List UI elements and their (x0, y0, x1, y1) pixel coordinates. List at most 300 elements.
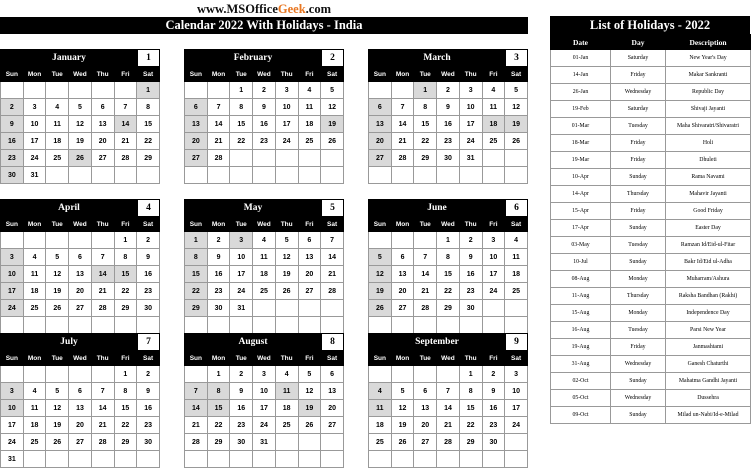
day-cell[interactable]: 17 (230, 266, 253, 283)
day-cell[interactable]: 10 (253, 383, 276, 400)
day-cell[interactable]: 23 (1, 150, 24, 167)
day-cell[interactable]: 24 (230, 283, 253, 300)
day-cell[interactable]: 1 (137, 82, 160, 99)
day-cell[interactable]: 13 (369, 116, 392, 133)
day-cell[interactable]: 14 (91, 400, 114, 417)
day-cell[interactable]: 5 (505, 82, 528, 99)
day-cell[interactable]: 12 (46, 266, 69, 283)
weekday-header: Mon (391, 218, 414, 232)
day-cell[interactable]: 10 (275, 99, 298, 116)
day-cell[interactable]: 22 (437, 283, 460, 300)
day-cell[interactable]: 7 (91, 249, 114, 266)
day-cell[interactable]: 12 (275, 249, 298, 266)
day-cell[interactable]: 3 (1, 249, 24, 266)
day-cell[interactable]: 16 (207, 266, 230, 283)
day-cell[interactable]: 20 (369, 133, 392, 150)
holiday-row (551, 237, 751, 254)
day-cell[interactable]: 14 (114, 116, 137, 133)
day-cell[interactable]: 28 (414, 300, 437, 317)
day-cell[interactable]: 22 (414, 133, 437, 150)
day-cell[interactable]: 14 (414, 266, 437, 283)
day-cell[interactable]: 7 (114, 99, 137, 116)
day-cell[interactable]: 3 (482, 232, 505, 249)
holiday-date: 01-Jan (551, 50, 611, 67)
weekday-header: Wed (437, 68, 460, 82)
day-cell[interactable]: 5 (69, 99, 92, 116)
day-cell[interactable]: 20 (185, 133, 208, 150)
day-cell[interactable]: 30 (137, 300, 160, 317)
day-cell[interactable]: 8 (114, 383, 137, 400)
day-cell[interactable]: 15 (207, 400, 230, 417)
day-cell[interactable]: 6 (391, 249, 414, 266)
weekday-header: Sun (1, 352, 24, 366)
day-cell[interactable]: 17 (482, 266, 505, 283)
day-cell[interactable]: 11 (505, 249, 528, 266)
day-cell[interactable]: 11 (298, 99, 321, 116)
day-cell[interactable]: 11 (275, 383, 298, 400)
day-cell[interactable]: 9 (137, 249, 160, 266)
day-cell[interactable]: 11 (369, 400, 392, 417)
day-cell[interactable]: 18 (298, 116, 321, 133)
day-cell[interactable]: 2 (137, 232, 160, 249)
holiday-date: 17-Apr (551, 220, 611, 237)
day-cell[interactable]: 29 (414, 150, 437, 167)
day-cell[interactable]: 7 (91, 383, 114, 400)
day-cell[interactable]: 29 (185, 300, 208, 317)
day-cell[interactable]: 5 (369, 249, 392, 266)
day-cell[interactable]: 2 (137, 366, 160, 383)
day-cell[interactable]: 16 (482, 400, 505, 417)
day-cell[interactable]: 31 (1, 451, 24, 468)
day-cell[interactable]: 10 (23, 116, 46, 133)
day-cell[interactable]: 1 (185, 232, 208, 249)
day-cell[interactable]: 22 (207, 417, 230, 434)
day-cell[interactable]: 28 (114, 150, 137, 167)
holiday-row (551, 118, 751, 135)
day-cell[interactable]: 7 (414, 249, 437, 266)
day-cell[interactable]: 21 (91, 283, 114, 300)
day-cell[interactable]: 11 (46, 116, 69, 133)
day-cell[interactable]: 30 (482, 434, 505, 451)
empty-cell (253, 451, 276, 468)
day-cell[interactable]: 2 (459, 232, 482, 249)
day-cell[interactable]: 3 (23, 99, 46, 116)
day-cell[interactable]: 9 (459, 249, 482, 266)
day-cell[interactable]: 10 (459, 99, 482, 116)
day-cell[interactable]: 20 (69, 283, 92, 300)
day-cell[interactable]: 2 (1, 99, 24, 116)
day-cell[interactable]: 12 (69, 116, 92, 133)
day-cell[interactable]: 16 (137, 400, 160, 417)
day-cell[interactable]: 13 (91, 116, 114, 133)
day-cell[interactable]: 6 (91, 99, 114, 116)
day-cell[interactable]: 28 (91, 434, 114, 451)
weekday-header: Wed (69, 218, 92, 232)
day-cell[interactable]: 16 (459, 266, 482, 283)
day-cell[interactable]: 14 (207, 116, 230, 133)
day-cell[interactable]: 24 (1, 300, 24, 317)
day-cell[interactable]: 8 (185, 249, 208, 266)
day-cell[interactable]: 12 (391, 400, 414, 417)
day-cell[interactable]: 1 (437, 232, 460, 249)
day-cell[interactable]: 2 (482, 366, 505, 383)
day-cell[interactable]: 24 (1, 434, 24, 451)
day-cell[interactable]: 20 (91, 133, 114, 150)
day-cell[interactable]: 22 (114, 283, 137, 300)
day-cell[interactable]: 21 (414, 283, 437, 300)
day-cell[interactable]: 31 (253, 434, 276, 451)
day-cell[interactable]: 23 (437, 133, 460, 150)
day-cell[interactable]: 27 (298, 283, 321, 300)
month-table (184, 67, 344, 184)
day-cell[interactable]: 4 (275, 366, 298, 383)
day-cell[interactable]: 4 (23, 249, 46, 266)
day-cell[interactable]: 17 (23, 133, 46, 150)
day-cell[interactable]: 19 (505, 116, 528, 133)
day-cell[interactable]: 4 (482, 82, 505, 99)
day-cell[interactable]: 28 (321, 283, 344, 300)
empty-cell (391, 167, 414, 184)
day-cell[interactable]: 15 (185, 266, 208, 283)
day-cell[interactable]: 17 (1, 283, 24, 300)
day-cell[interactable]: 17 (275, 116, 298, 133)
day-cell[interactable]: 12 (46, 400, 69, 417)
day-cell[interactable]: 1 (207, 366, 230, 383)
day-cell[interactable]: 18 (482, 116, 505, 133)
day-cell[interactable]: 4 (505, 232, 528, 249)
day-cell[interactable]: 9 (482, 383, 505, 400)
day-cell[interactable]: 12 (505, 99, 528, 116)
day-cell[interactable]: 21 (185, 417, 208, 434)
day-cell[interactable]: 15 (114, 400, 137, 417)
day-cell[interactable]: 1 (414, 82, 437, 99)
day-cell[interactable]: 12 (369, 266, 392, 283)
day-cell[interactable]: 2 (253, 82, 276, 99)
site-url[interactable] (0, 1, 528, 17)
day-cell[interactable]: 8 (207, 383, 230, 400)
day-cell[interactable]: 5 (46, 249, 69, 266)
day-cell[interactable]: 12 (321, 99, 344, 116)
day-cell[interactable]: 31 (230, 300, 253, 317)
day-cell[interactable]: 1 (114, 232, 137, 249)
day-cell[interactable]: 11 (23, 400, 46, 417)
empty-cell (505, 150, 528, 167)
day-cell[interactable]: 3 (505, 366, 528, 383)
day-cell[interactable]: 11 (482, 99, 505, 116)
day-cell[interactable]: 9 (437, 99, 460, 116)
day-cell[interactable]: 13 (391, 266, 414, 283)
day-cell[interactable]: 3 (1, 383, 24, 400)
day-cell[interactable]: 23 (482, 417, 505, 434)
day-cell[interactable]: 9 (207, 249, 230, 266)
day-cell[interactable]: 21 (114, 133, 137, 150)
day-cell[interactable]: 28 (437, 434, 460, 451)
day-cell[interactable]: 18 (23, 417, 46, 434)
day-cell[interactable]: 19 (321, 116, 344, 133)
day-cell[interactable]: 5 (391, 383, 414, 400)
day-cell[interactable]: 8 (230, 99, 253, 116)
day-cell[interactable]: 29 (137, 150, 160, 167)
day-cell[interactable]: 15 (437, 266, 460, 283)
day-cell[interactable]: 24 (459, 133, 482, 150)
day-cell[interactable]: 14 (321, 249, 344, 266)
day-cell[interactable]: 8 (459, 383, 482, 400)
day-cell[interactable]: 6 (369, 99, 392, 116)
day-cell[interactable]: 7 (185, 383, 208, 400)
day-cell[interactable]: 6 (69, 249, 92, 266)
day-cell[interactable]: 21 (391, 133, 414, 150)
day-cell[interactable]: 16 (137, 266, 160, 283)
day-cell[interactable]: 28 (185, 434, 208, 451)
day-cell[interactable]: 24 (505, 417, 528, 434)
day-cell[interactable]: 29 (114, 300, 137, 317)
week-row (369, 82, 528, 99)
day-cell[interactable]: 26 (298, 417, 321, 434)
day-cell[interactable]: 23 (137, 283, 160, 300)
day-cell[interactable]: 16 (1, 133, 24, 150)
day-cell[interactable]: 26 (46, 434, 69, 451)
empty-cell (482, 451, 505, 468)
day-cell[interactable]: 25 (369, 434, 392, 451)
day-cell[interactable]: 7 (391, 99, 414, 116)
day-cell[interactable]: 25 (23, 300, 46, 317)
day-cell[interactable]: 24 (275, 133, 298, 150)
day-cell[interactable]: 20 (391, 283, 414, 300)
day-cell[interactable]: 3 (459, 82, 482, 99)
day-cell[interactable]: 26 (69, 150, 92, 167)
weekday-header: Fri (114, 218, 137, 232)
day-cell[interactable]: 10 (230, 249, 253, 266)
day-cell[interactable]: 30 (207, 300, 230, 317)
day-cell[interactable]: 19 (275, 266, 298, 283)
day-cell[interactable]: 23 (253, 133, 276, 150)
day-cell[interactable]: 30 (137, 434, 160, 451)
day-cell[interactable]: 2 (207, 232, 230, 249)
day-cell[interactable]: 10 (1, 400, 24, 417)
day-cell[interactable]: 16 (253, 116, 276, 133)
day-cell[interactable]: 12 (298, 383, 321, 400)
day-cell[interactable]: 23 (459, 283, 482, 300)
day-cell[interactable]: 19 (391, 417, 414, 434)
day-cell[interactable]: 26 (369, 300, 392, 317)
day-cell[interactable]: 27 (91, 150, 114, 167)
day-cell[interactable]: 2 (230, 366, 253, 383)
day-cell[interactable]: 29 (437, 300, 460, 317)
day-cell[interactable]: 20 (321, 400, 344, 417)
empty-cell (505, 300, 528, 317)
day-cell[interactable]: 19 (69, 133, 92, 150)
day-cell[interactable]: 30 (437, 150, 460, 167)
day-cell[interactable]: 1 (114, 366, 137, 383)
day-cell[interactable]: 13 (321, 383, 344, 400)
day-cell[interactable]: 24 (23, 150, 46, 167)
day-cell[interactable]: 8 (114, 249, 137, 266)
day-cell[interactable]: 19 (298, 400, 321, 417)
day-cell[interactable]: 5 (298, 366, 321, 383)
day-cell[interactable]: 2 (437, 82, 460, 99)
day-cell[interactable]: 18 (275, 400, 298, 417)
day-cell[interactable]: 27 (69, 434, 92, 451)
day-cell[interactable]: 20 (414, 417, 437, 434)
day-cell[interactable]: 14 (185, 400, 208, 417)
day-cell[interactable]: 26 (505, 133, 528, 150)
day-cell[interactable]: 27 (391, 300, 414, 317)
day-cell[interactable]: 15 (414, 116, 437, 133)
day-cell[interactable]: 15 (230, 116, 253, 133)
day-cell[interactable]: 6 (69, 383, 92, 400)
day-cell[interactable]: 29 (459, 434, 482, 451)
empty-cell (230, 150, 253, 167)
day-cell[interactable]: 16 (230, 400, 253, 417)
day-cell[interactable]: 29 (114, 434, 137, 451)
day-cell[interactable]: 30 (230, 434, 253, 451)
day-cell[interactable]: 29 (207, 434, 230, 451)
day-cell[interactable]: 18 (369, 417, 392, 434)
day-cell[interactable]: 21 (91, 417, 114, 434)
day-cell[interactable]: 22 (230, 133, 253, 150)
day-cell[interactable]: 27 (369, 150, 392, 167)
day-cell[interactable]: 20 (298, 266, 321, 283)
day-cell[interactable]: 17 (1, 417, 24, 434)
day-cell[interactable]: 25 (253, 283, 276, 300)
day-cell[interactable]: 26 (275, 283, 298, 300)
holiday-row (551, 373, 751, 390)
day-cell[interactable]: 13 (69, 266, 92, 283)
day-cell[interactable]: 3 (230, 232, 253, 249)
day-cell[interactable]: 31 (23, 167, 46, 184)
day-cell[interactable]: 23 (137, 417, 160, 434)
day-cell[interactable]: 27 (69, 300, 92, 317)
day-cell[interactable]: 17 (459, 116, 482, 133)
day-cell[interactable]: 5 (46, 383, 69, 400)
day-cell[interactable]: 25 (298, 133, 321, 150)
day-cell[interactable]: 25 (482, 133, 505, 150)
day-cell[interactable]: 8 (137, 99, 160, 116)
day-cell[interactable]: 9 (253, 99, 276, 116)
day-cell[interactable]: 26 (391, 434, 414, 451)
day-cell[interactable]: 23 (207, 283, 230, 300)
day-cell[interactable]: 18 (23, 283, 46, 300)
day-cell[interactable]: 30 (1, 167, 24, 184)
day-cell[interactable]: 21 (321, 266, 344, 283)
day-cell[interactable]: 18 (46, 133, 69, 150)
day-cell[interactable]: 15 (114, 266, 137, 283)
day-cell[interactable]: 10 (505, 383, 528, 400)
day-cell[interactable]: 15 (137, 116, 160, 133)
holiday-description: Parsi New Year (666, 322, 751, 339)
day-cell[interactable]: 27 (185, 150, 208, 167)
day-cell[interactable]: 25 (46, 150, 69, 167)
day-cell[interactable]: 22 (114, 417, 137, 434)
day-cell[interactable]: 6 (298, 232, 321, 249)
holiday-date: 31-Aug (551, 356, 611, 373)
day-cell[interactable]: 27 (321, 417, 344, 434)
day-cell[interactable]: 26 (46, 300, 69, 317)
day-cell[interactable]: 31 (459, 150, 482, 167)
day-cell[interactable]: 19 (369, 283, 392, 300)
day-cell[interactable]: 8 (437, 249, 460, 266)
day-cell[interactable]: 22 (137, 133, 160, 150)
day-cell[interactable]: 9 (1, 116, 24, 133)
week-row (1, 232, 160, 249)
day-cell[interactable]: 25 (275, 417, 298, 434)
day-cell[interactable]: 4 (46, 99, 69, 116)
day-cell[interactable]: 4 (298, 82, 321, 99)
empty-cell (437, 167, 460, 184)
day-cell[interactable]: 6 (414, 383, 437, 400)
day-cell[interactable]: 3 (275, 82, 298, 99)
day-cell[interactable]: 18 (253, 266, 276, 283)
day-cell[interactable]: 6 (321, 366, 344, 383)
day-cell[interactable]: 4 (253, 232, 276, 249)
day-cell[interactable]: 21 (207, 133, 230, 150)
day-cell[interactable]: 15 (459, 400, 482, 417)
day-cell[interactable]: 9 (137, 383, 160, 400)
day-cell[interactable]: 26 (321, 133, 344, 150)
day-cell[interactable]: 14 (391, 116, 414, 133)
day-cell[interactable]: 8 (414, 99, 437, 116)
day-cell[interactable]: 14 (91, 266, 114, 283)
day-cell[interactable]: 17 (505, 400, 528, 417)
day-cell[interactable]: 4 (369, 383, 392, 400)
day-cell[interactable]: 11 (253, 249, 276, 266)
day-cell[interactable]: 19 (46, 417, 69, 434)
day-cell[interactable]: 4 (23, 383, 46, 400)
week-row (369, 266, 528, 283)
empty-cell (253, 300, 276, 317)
day-cell[interactable]: 18 (505, 266, 528, 283)
day-cell[interactable]: 22 (459, 417, 482, 434)
day-cell[interactable]: 10 (482, 249, 505, 266)
day-cell[interactable]: 28 (391, 150, 414, 167)
day-cell[interactable]: 5 (321, 82, 344, 99)
day-cell[interactable]: 5 (275, 232, 298, 249)
day-cell[interactable]: 24 (253, 417, 276, 434)
day-cell[interactable]: 13 (298, 249, 321, 266)
day-cell[interactable]: 28 (207, 150, 230, 167)
day-cell[interactable]: 14 (437, 400, 460, 417)
day-cell[interactable]: 25 (505, 283, 528, 300)
day-cell[interactable]: 22 (185, 283, 208, 300)
day-cell[interactable]: 7 (321, 232, 344, 249)
day-cell[interactable]: 19 (46, 283, 69, 300)
day-cell[interactable]: 17 (253, 400, 276, 417)
holiday-day: Saturday (611, 50, 666, 67)
day-cell[interactable]: 1 (230, 82, 253, 99)
day-cell[interactable]: 3 (253, 366, 276, 383)
day-cell[interactable]: 7 (437, 383, 460, 400)
day-cell[interactable]: 13 (185, 116, 208, 133)
day-cell[interactable]: 16 (437, 116, 460, 133)
day-cell[interactable]: 13 (414, 400, 437, 417)
day-cell[interactable]: 1 (459, 366, 482, 383)
day-cell[interactable]: 30 (459, 300, 482, 317)
day-cell[interactable]: 10 (1, 266, 24, 283)
day-cell[interactable]: 6 (185, 99, 208, 116)
day-cell[interactable]: 11 (23, 266, 46, 283)
week-row (185, 266, 344, 283)
day-cell[interactable]: 23 (230, 417, 253, 434)
day-cell[interactable]: 21 (437, 417, 460, 434)
day-cell[interactable]: 9 (230, 383, 253, 400)
day-cell[interactable]: 28 (91, 300, 114, 317)
day-cell[interactable]: 25 (23, 434, 46, 451)
day-cell[interactable]: 7 (207, 99, 230, 116)
day-cell[interactable]: 13 (69, 400, 92, 417)
day-cell[interactable]: 24 (482, 283, 505, 300)
day-cell[interactable]: 27 (414, 434, 437, 451)
day-cell[interactable]: 20 (69, 417, 92, 434)
